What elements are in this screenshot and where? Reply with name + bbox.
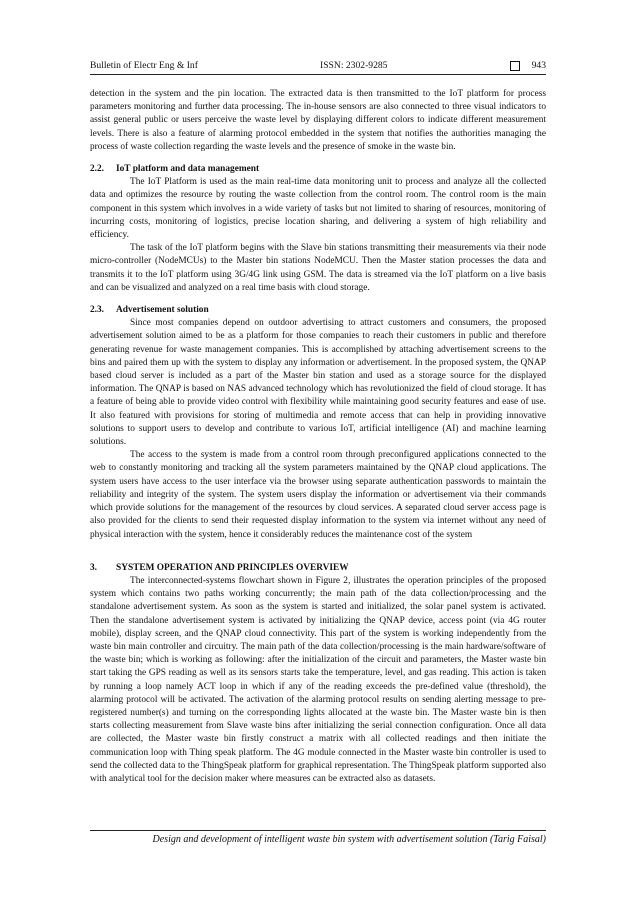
- section-title: SYSTEM OPERATION AND PRINCIPLES OVERVIEW: [116, 562, 349, 573]
- paragraph: The interconnected-systems flowchart shown in Figure 2, illustrates the operation principles of the proposed system which contains two paths working concurrently; the main path of the data collection/processing and the standalone advertisement system. As soon as the system is started and initialized, the solar panel system is activated. Then the standalone advertisement system is activated by initializing the QNAP device, access point (via 4G router mobile), display screen, and the QNAP cloud connectivity. This part of the system is working independently from the waste bin main controller and circuitry. The main path of the data collection/processing is the main hardware/software of the waste bin; which is working as following: after the initialization of the circuit and parameters, the Master waste bin start taking the GPS reading as well as its sensors starts take the temperature, level, and gas reading. This action is taken by running a loop namely ACT loop in which if any of the reading exceeds the pre-defined value (threshold), the alarming protocol will be activated. The activation of the alarming protocol results on sending alerting message to pre-registered number(s) and turning on the corresponding lights allocated at the waste bin. The Master waste bin is then starts collecting measurement from Slave waste bins after initializing the serial connection configuration. Once all data are collected, the Master waste bin firstly construct a matrix with all collected readings and then initiate the communication loop with Thing speak platform. The 4G module connected in the Master waste bin controller is used to send the collected data to the ThingSpeak platform for graphical representation. The ThingSpeak platform supported also with analytical tool for the decision maker where measures can be extracted also as datasets.: [90, 575, 546, 784]
- paragraph: Since most companies depend on outdoor advertising to attract customers and consumers, the proposed advertisement solution aimed to be as a platform for those companies to reach their customers in public and therefore generating revenue for waste management companies. This is accomplished by attaching advertisement screens to the bins and paired them up with the system to display any information or advertisement. In the proposed system, the QNAP based cloud server is included as a part of the Master bin station and used as a storage source for the displayed information. The QNAP is based on NAS advanced technology which has revolutionized the field of cloud storage. It has a feature of being able to provide video control with flexibility while maintaining good security features and ease of use. It also featured with provisions for storing of multimedia and remote access that can help in providing innovative solutions to support users to develop and contribute to various IoT, artificial intelligence (AI) and machine learning solutions.: [90, 318, 546, 448]
- journal-name: Bulletin of Electr Eng & Inf: [90, 60, 198, 71]
- paragraph: The IoT Platform is used as the main real-time data monitoring unit to process and analyze all the collected data and optimizes the resource by routing the waste collection from the control room. The control room is the main component in this system which involves in a wide variety of tasks but not limited to sharing of resources, monitoring of incurring costs, monitoring of logistics, precise location sharing, and delivering a system of high reliability and efficiency.: [90, 177, 546, 241]
- checkbox-icon: [510, 61, 520, 71]
- section-title: IoT platform and data management: [116, 164, 260, 175]
- paragraph: The access to the system is made from a control room through preconfigured applications connected to the web to constantly monitoring and tracking all the system parameters maintained by the QNAP cloud applications. The system users have access to the user interface via the browser using separate authentication passwords to maintain the reliability and integrity of the system. The system users display the information or advertisement via their commands which provide solutions for the management of the resources by cloud services. A separated cloud server access page is also provided for the clients to send their requested display information to the system via internet without any need of physical interaction with the system, hence it considerably reduces the maintenance cost of the system: [90, 450, 546, 540]
- paragraph: The task of the IoT platform begins with the Slave bin stations transmitting their measurements via their node micro-controller (NodeMCUs) to the Master bin stations NodeMCU. Then the Master station processes the data and transmits it to the IoT platform using 3G/4G link using GSM. The data is streamed via the IoT platform on a live basis and can be visualized and analyzed on a real time basis with cloud storage.: [90, 243, 546, 293]
- section-2-3-heading: [90, 304, 546, 317]
- header-right: [510, 60, 546, 71]
- section-number: 2.3.: [90, 305, 105, 316]
- section-number: 3.: [90, 562, 98, 573]
- running-footer: [90, 830, 546, 845]
- section-2-2-heading: [90, 163, 546, 176]
- page-number: 943: [531, 60, 546, 71]
- intro-paragraph: detection in the system and the pin location. The extracted data is then transmitted to the IoT platform for process parameters monitoring and further data processing. The in-house sensors are also connected to three visual indicators to assist general public or users perceive the waste level by displaying different colors to indicate different measurement levels. There is also a feature of alarming protocol embedded in the system that notifies the authorities managing the process of waste collection regarding the waste levels and the presence of smoke in the waste bin.: [90, 89, 546, 152]
- section-number: 2.2.: [90, 164, 105, 175]
- running-header: [90, 60, 546, 75]
- page-body: [90, 88, 546, 786]
- section-title: Advertisement solution: [116, 305, 209, 316]
- section-3-heading: [90, 562, 546, 575]
- footer-text: Design and development of intelligent waste bin system with advertisement solution (Tarig Faisal): [152, 834, 546, 845]
- issn: ISSN: 2302-9285: [320, 60, 388, 71]
